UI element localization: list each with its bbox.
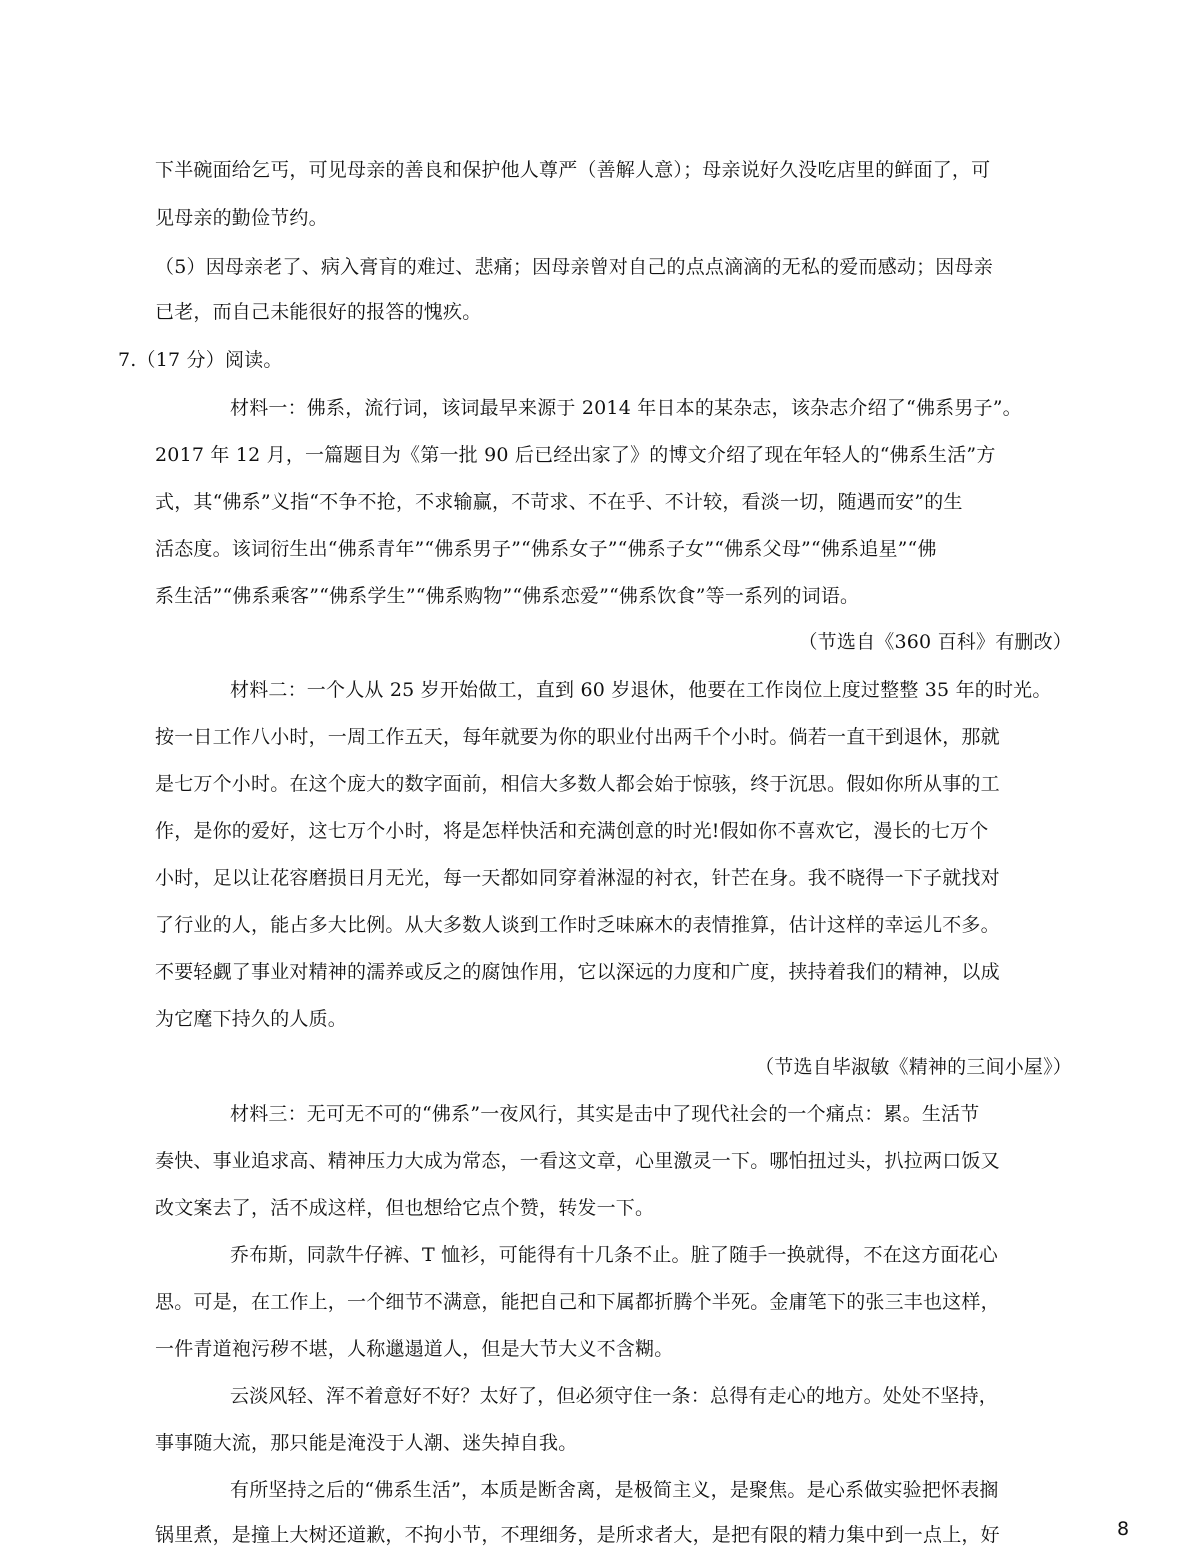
text-line: 小时，足以让花容磨损日月无光，每一天都如同穿着淋湿的衬衣，针芒在身。我不晓得一下子就找对 [155,867,1000,889]
text-line: 思。可是，在工作上，一个细节不满意，能把自己和下属都折腾个半死。金庸笔下的张三丰也这样， [155,1291,1000,1313]
text-line: 材料一：佛系，流行词，该词最早来源于 2014 年日本的某杂志，该杂志介绍了“佛系男子”。 [230,397,1022,419]
text-line: 不要轻觑了事业对精神的濡养或反之的腐蚀作用，它以深远的力度和广度，挟持着我们的精神，以成 [155,961,1000,983]
text-line: 作，是你的爱好，这七万个小时，将是怎样快活和充满创意的时光!假如你不喜欢它，漫长的七万个 [155,820,989,842]
text-line: 按一日工作八小时，一周工作五天，每年就要为你的职业付出两千个小时。倘若一直干到退休，那就 [155,726,1000,748]
text-line: 式，其“佛系”义指“不争不抢，不求输赢，不苛求、不在乎、不计较，看淡一切，随遇而安”的生 [155,491,963,513]
text-line: 下半碗面给乞丐，可见母亲的善良和保护他人尊严（善解人意）；母亲说好久没吃店里的鲜面了，可 [155,159,991,181]
page-number: 8 [1117,1518,1130,1540]
text-line: 材料三：无可无不可的“佛系”一夜风行，其实是击中了现代社会的一个痛点：累。生活节 [230,1103,980,1125]
text-line: 见母亲的勤俭节约。 [155,207,328,229]
text-line: 活态度。该词衍生出“佛系青年”“佛系男子”“佛系女子”“佛系子女”“佛系父母”“佛系追星”“佛 [155,538,937,560]
question-heading: 7.（17 分）阅读。 [118,349,283,371]
text-line: 有所坚持之后的“佛系生活”，本质是断舍离，是极简主义，是聚焦。是心系做实验把怀表搁 [230,1479,999,1501]
text-line: （5）因母亲老了、病入膏肓的难过、悲痛；因母亲曾对自己的点点滴滴的无私的爱而感动；因母亲 [155,256,993,278]
text-line: 系生活”“佛系乘客”“佛系学生”“佛系购物”“佛系恋爱”“佛系饮食”等一系列的词语。 [155,585,860,607]
text-line: 乔布斯，同款牛仔裤、T 恤衫，可能得有十几条不止。脏了随手一换就得，不在这方面花心 [230,1244,998,1266]
text-line: 2017 年 12 月，一篇题目为《第一批 90 后已经出家了》的博文介绍了现在年轻人的“佛系生活”方 [155,444,996,466]
text-line: 事事随大流，那只能是淹没于人潮、迷失掉自我。 [155,1432,578,1454]
text-line: 材料二：一个人从 25 岁开始做工，直到 60 岁退休，他要在工作岗位上度过整整 35 年的时光。 [230,679,1052,701]
text-line: 是七万个小时。在这个庞大的数字面前，相信大多数人都会始于惊骇，终于沉思。假如你所从事的工 [155,773,1000,795]
source-citation: （节选自毕淑敏《精神的三间小屋》） [755,1056,1072,1078]
text-line: 云淡风轻、浑不着意好不好？太好了，但必须守住一条：总得有走心的地方。处处不坚持， [230,1385,999,1407]
text-line: 锅里煮，是撞上大树还道歉，不拘小节，不理细务，是所求者大，是把有限的精力集中到一点上，好 [155,1524,1000,1546]
text-line: 了行业的人，能占多大比例。从大多数人谈到工作时乏味麻木的表情推算，估计这样的幸运儿不多。 [155,914,1000,936]
text-line: 一件青道袍污秽不堪，人称邋遢道人，但是大节大义不含糊。 [155,1338,674,1360]
source-citation: （节选自《360 百科》有删改） [798,631,1072,653]
text-line: 奏快、事业追求高、精神压力大成为常态，一看这文章，心里激灵一下。哪怕扭过头，扒拉两口饭又 [155,1150,1000,1172]
text-line: 改文案去了，活不成这样，但也想给它点个赞，转发一下。 [155,1197,655,1219]
text-line: 已老，而自己未能很好的报答的愧疚。 [155,301,482,323]
text-line: 为它麾下持久的人质。 [155,1008,348,1030]
